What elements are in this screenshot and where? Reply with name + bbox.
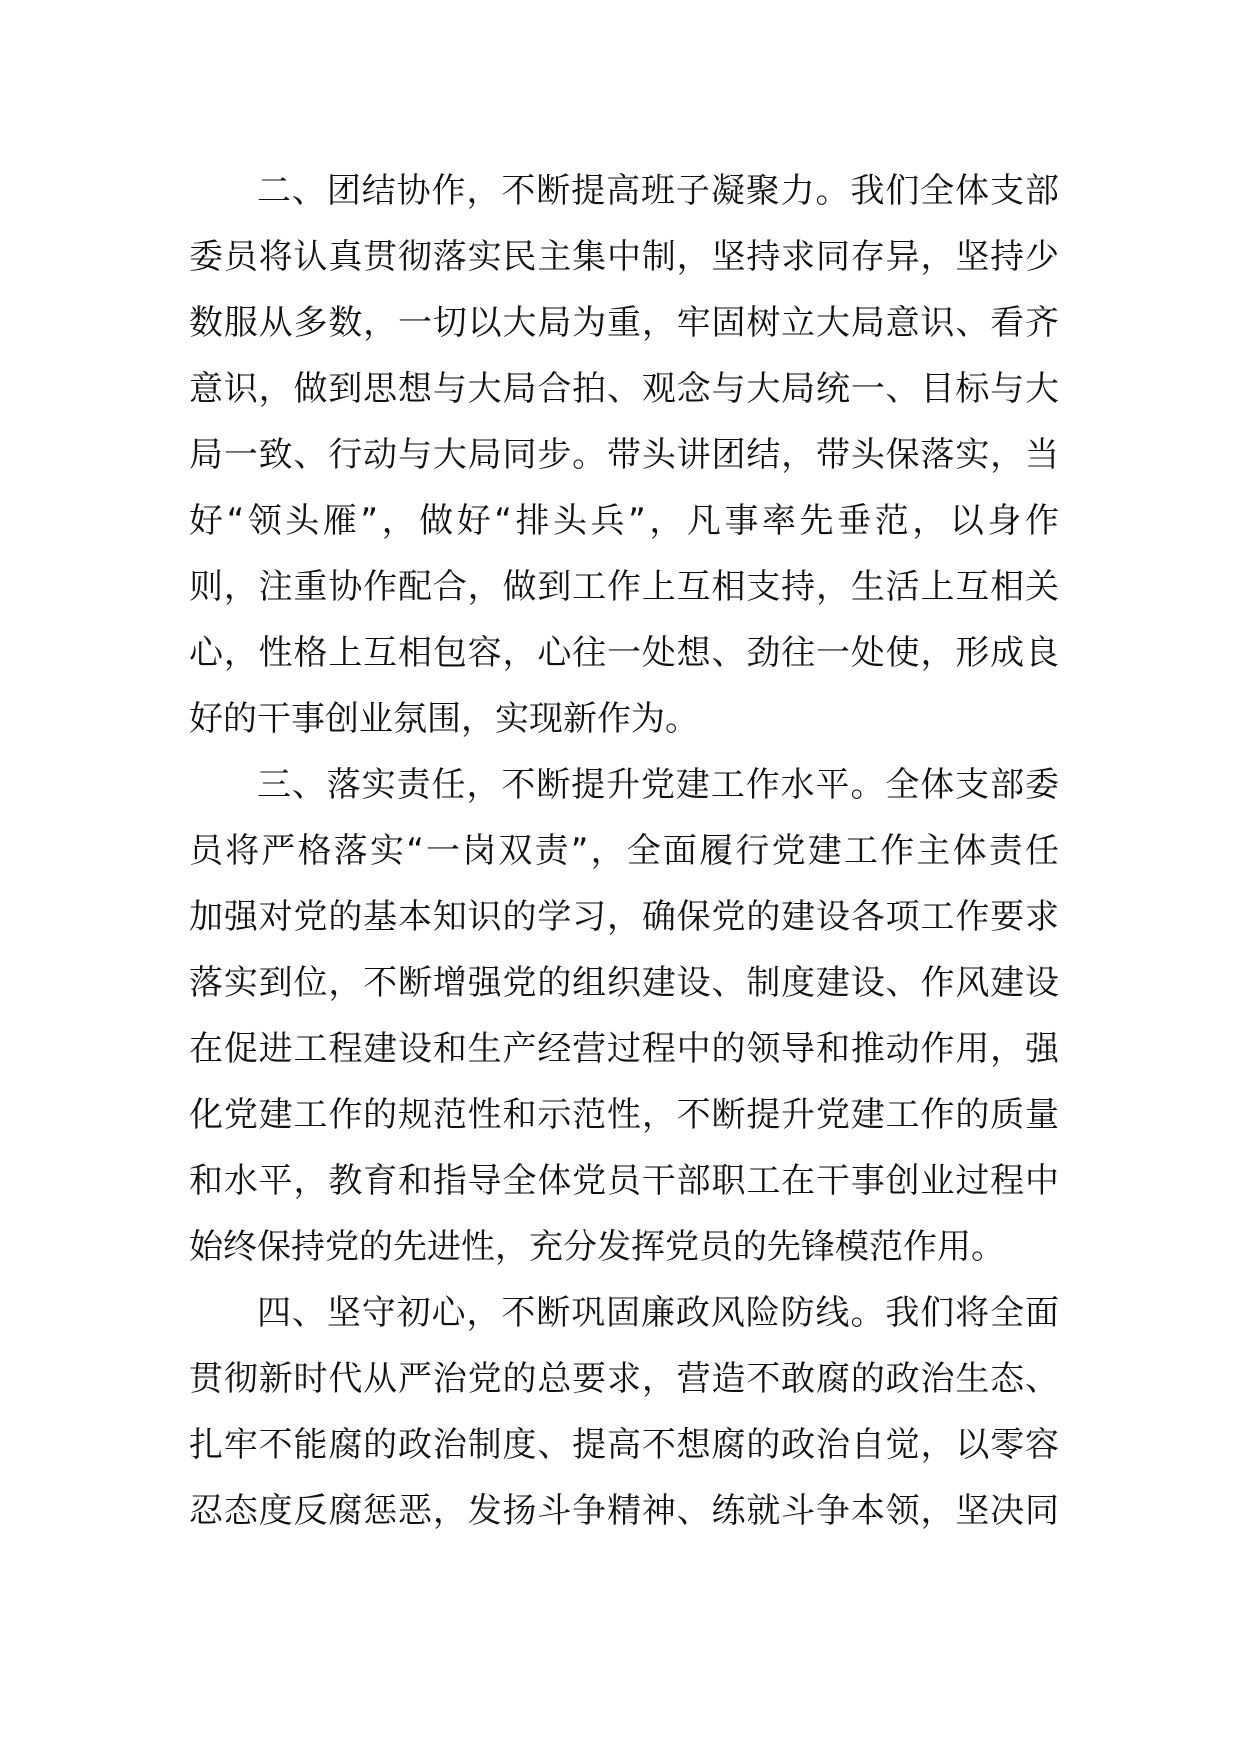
paragraph-line: 局一致、行动与大局同步。带头讲团结，带头保落实，当 xyxy=(189,435,1059,475)
paragraph-line: 加强对党的基本知识的学习，确保党的建设各项工作要求 xyxy=(189,897,1059,937)
paragraph-line: 扎牢不能腐的政治制度、提高不想腐的政治自觉，以零容 xyxy=(189,1425,1059,1465)
paragraph-line: 二、团结协作，不断提高班子凝聚力。我们全体支部 xyxy=(257,171,1059,211)
paragraph-line: 贯彻新时代从严治党的总要求，营造不敢腐的政治生态、 xyxy=(189,1359,1059,1399)
paragraph-line: 始终保持党的先进性，充分发挥党员的先锋模范作用。 xyxy=(189,1227,1005,1267)
paragraph-line: 好的干事创业氛围，实现新作为。 xyxy=(189,699,699,739)
paragraph-responsibility xyxy=(189,752,1059,1280)
paragraph-integrity xyxy=(189,1280,1059,1544)
paragraph-line: 委员将认真贯彻落实民主集中制，坚持求同存异，坚持少 xyxy=(189,237,1059,277)
paragraph-line: 四、坚守初心，不断巩固廉政风险防线。我们将全面 xyxy=(257,1293,1059,1333)
paragraph-line: 和水平，教育和指导全体党员干部职工在干事创业过程中 xyxy=(189,1161,1059,1201)
paragraph-line: 意识，做到思想与大局合拍、观念与大局统一、目标与大 xyxy=(189,369,1059,409)
document-body xyxy=(189,158,1059,1544)
paragraph-teamwork xyxy=(189,158,1059,752)
paragraph-line: 好“领头雁”，做好“排头兵”，凡事率先垂范，以身作 xyxy=(189,501,1059,541)
paragraph-line: 心，性格上互相包容，心往一处想、劲往一处使，形成良 xyxy=(189,633,1059,673)
paragraph-line: 忍态度反腐惩恶，发扬斗争精神、练就斗争本领，坚决同 xyxy=(189,1491,1059,1531)
paragraph-line: 落实到位，不断增强党的组织建设、制度建设、作风建设 xyxy=(189,963,1059,1003)
paragraph-line: 三、落实责任，不断提升党建工作水平。全体支部委 xyxy=(257,765,1059,805)
paragraph-line: 在促进工程建设和生产经营过程中的领导和推动作用，强 xyxy=(189,1029,1059,1069)
paragraph-line: 化党建工作的规范性和示范性，不断提升党建工作的质量 xyxy=(189,1095,1059,1135)
paragraph-line: 员将严格落实“一岗双责”，全面履行党建工作主体责任 xyxy=(189,831,1059,871)
paragraph-line: 数服从多数，一切以大局为重，牢固树立大局意识、看齐 xyxy=(189,303,1059,343)
paragraph-line: 则，注重协作配合，做到工作上互相支持，生活上互相关 xyxy=(189,567,1059,607)
